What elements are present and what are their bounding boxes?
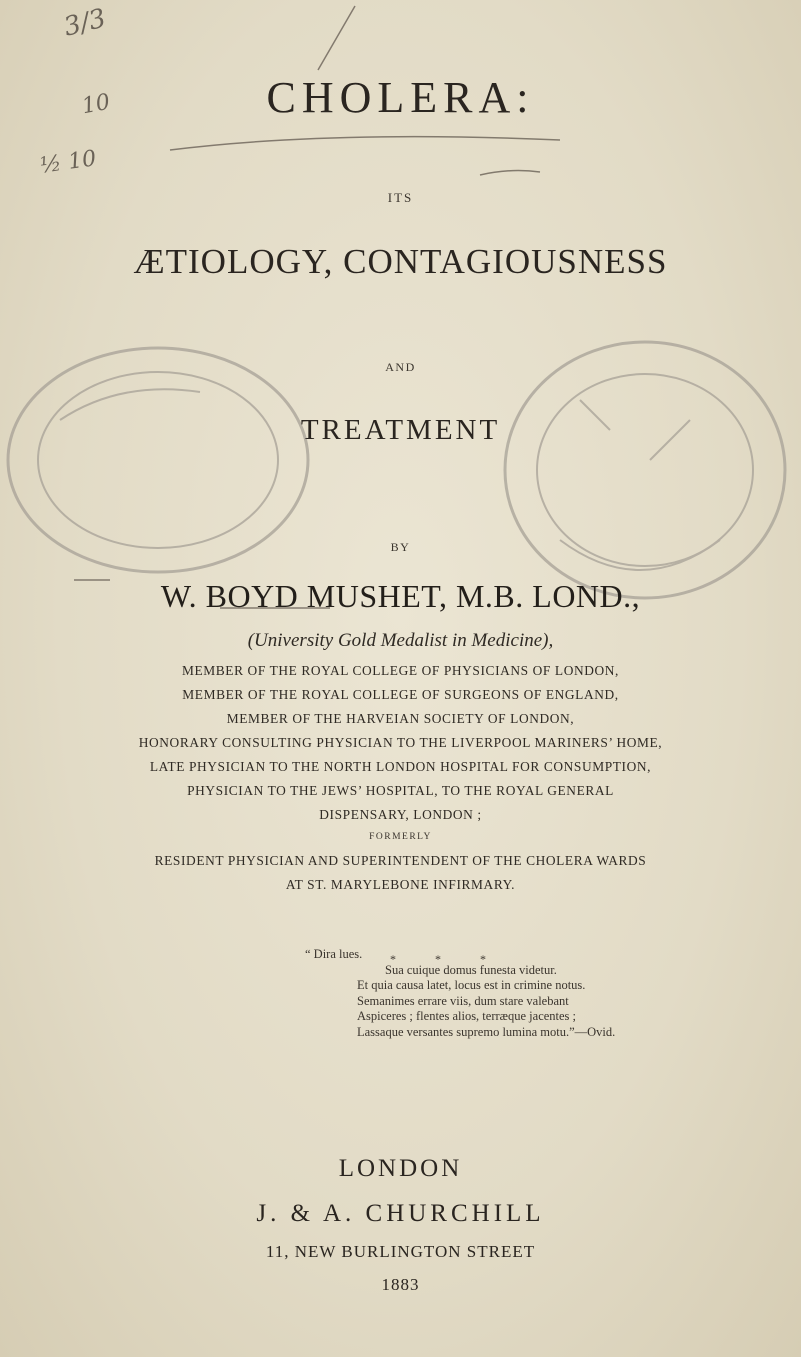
author-credential: HONORARY CONSULTING PHYSICIAN TO THE LIVERPOOL MARINERS’ HOME, xyxy=(138,735,663,750)
author-name: W. BOYD MUSHET, M.B. LOND., xyxy=(160,578,641,614)
imprint-publisher: J. & A. CHURCHILL xyxy=(256,1200,545,1227)
handwritten-note-2: ½ 10 xyxy=(38,146,98,179)
former-position: AT ST. MARYLEBONE INFIRMARY. xyxy=(285,877,516,892)
author-credential: LATE PHYSICIAN TO THE NORTH LONDON HOSPITAL FOR CONSUMPTION, xyxy=(149,759,652,774)
imprint-year: 1883 xyxy=(381,1275,420,1294)
handwritten-note: 10 xyxy=(80,89,112,120)
epigraph-line: Sua cuique domus funesta videtur. xyxy=(385,962,557,977)
epigraph-line: “ Dira lues. xyxy=(305,947,363,961)
subtitle-connector-and: AND xyxy=(385,360,416,374)
epigraph xyxy=(305,947,775,1041)
epigraph-line: Aspiceres ; flentes alios, terræque jacentes ; xyxy=(357,1009,577,1024)
formerly-label: FORMERLY xyxy=(369,832,432,842)
imprint-city: LONDON xyxy=(338,1155,463,1182)
author-credential: MEMBER OF THE HARVEIAN SOCIETY OF LONDON, xyxy=(226,711,575,726)
epigraph-line: Semanimes errare viis, dum stare valebant xyxy=(357,993,569,1008)
imprint-address: 11, NEW BURLINGTON STREET xyxy=(265,1242,536,1261)
stamp-right xyxy=(505,342,785,598)
author-credential: DISPENSARY, LONDON ; xyxy=(319,807,482,822)
subtitle-connector-its: ITS xyxy=(387,190,414,205)
author-distinction: (University Gold Medalist in Medicine), xyxy=(247,630,554,651)
book-title: CHOLERA: xyxy=(266,73,535,122)
byline-by: BY xyxy=(390,540,411,554)
epigraph-line: Et quia causa latet, locus est in crimine notus. xyxy=(357,978,586,993)
author-credential: MEMBER OF THE ROYAL COLLEGE OF PHYSICIANS OF LONDON, xyxy=(181,663,620,678)
epigraph-line: Lassaque versantes supremo lumina motu.”—Ovid. xyxy=(357,1024,616,1039)
author-credential: MEMBER OF THE ROYAL COLLEGE OF SURGEONS OF ENGLAND, xyxy=(182,687,619,702)
former-position: RESIDENT PHYSICIAN AND SUPERINTENDENT OF THE CHOLERA WARDS xyxy=(154,853,647,868)
epigraph-ellipsis-stars: * * * xyxy=(390,952,504,966)
book-subtitle: ÆTIOLOGY, CONTAGIOUSNESS xyxy=(133,242,668,281)
handwritten-shelfmark: 3/3 xyxy=(60,3,109,43)
stamp-left xyxy=(8,348,308,572)
book-subtitle-treatment: TREATMENT xyxy=(300,414,501,446)
author-credential: PHYSICIAN TO THE JEWS’ HOSPITAL, TO THE ROYAL GENERAL xyxy=(187,783,614,798)
